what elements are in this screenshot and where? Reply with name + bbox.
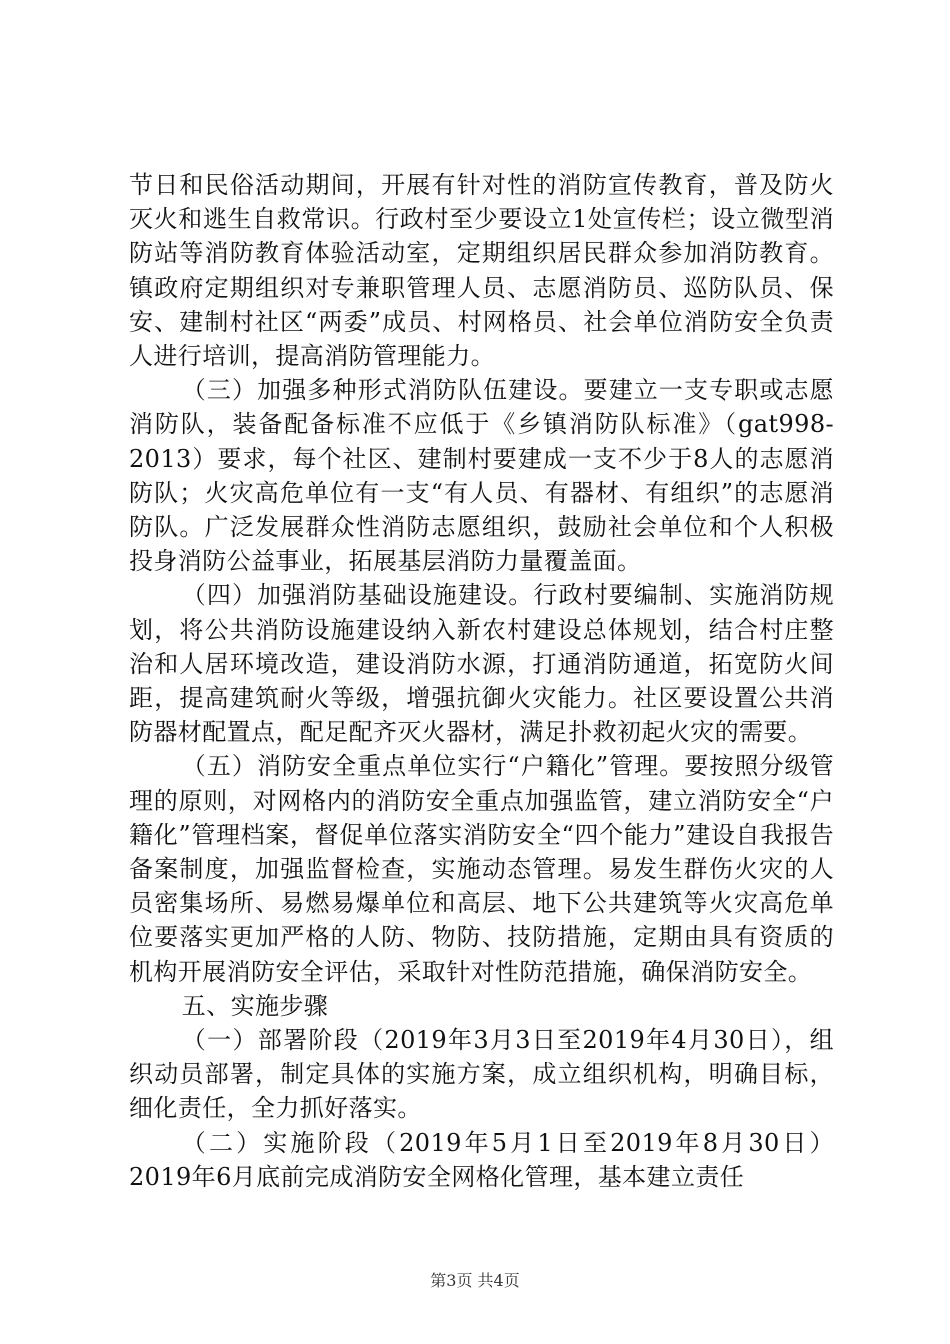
paragraph-deployment-stage: （一）部署阶段（2019年3月3日至2019年4月30日），组织动员部署，制定具体的实施方案，成立组织机构，明确目标，细化责任，全力抓好落实。	[129, 1026, 834, 1123]
document-body	[129, 168, 834, 1194]
section-heading-implementation-steps: 五、实施步骤	[181, 991, 329, 1020]
paragraph-implementation-stage: （二）实施阶段（2019年5月1日至2019年8月30日）2019年6月底前完成消防安全网格化管理，基本建立责任	[129, 1128, 834, 1191]
paragraph-household-registration: （五）消防安全重点单位实行“户籍化”管理。要按照分级管理的原则，对网格内的消防安全重点加强监管，建立消防安全“户籍化”管理档案，督促单位落实消防安全“四个能力”建设自我报告备案制度，加强监督检查，实施动态管理。易发生群伤火灾的人员密集场所、易燃易爆单位和高层、地下公共建筑等火灾高危单位要落实更加严格的人防、物防、技防措施，定期由具有资质的机构开展消防安全评估，采取针对性防范措施，确保消防安全。	[129, 752, 834, 986]
paragraph-infrastructure: （四）加强消防基础设施建设。行政村要编制、实施消防规划，将公共消防设施建设纳入新农村建设总体规划，结合村庄整治和人居环境改造，建设消防水源，打通消防通道，拓宽防火间距，提高建筑耐火等级，增强抗御火灾能力。社区要设置公共消防器材配置点，配足配齐灭火器材，满足扑救初起火灾的需要。	[129, 581, 834, 747]
page-footer: 第3页 共4页	[430, 1271, 520, 1290]
paragraph-fire-brigade: （三）加强多种形式消防队伍建设。要建立一支专职或志愿消防队，装备配备标准不应低于《乡镇消防队标准》（gat998-2013）要求，每个社区、建制村要建成一支不少于8人的志愿消防队；火灾高危单位有一支“有人员、有器材、有组织”的志愿消防队。广泛发展群众性消防志愿组织，鼓励社会单位和个人积极投身消防公益事业，拓展基层消防力量覆盖面。	[129, 376, 834, 576]
paragraph-continuation: 节日和民俗活动期间，开展有针对性的消防宣传教育，普及防火灭火和逃生自救常识。行政村至少要设立1处宣传栏；设立微型消防站等消防教育体验活动室，定期组织居民群众参加消防教育。镇政府定期组织对专兼职管理人员、志愿消防员、巡防队员、保安、建制村社区“两委”成员、村网格员、社会单位消防安全负责人进行培训，提高消防管理能力。	[129, 171, 834, 371]
